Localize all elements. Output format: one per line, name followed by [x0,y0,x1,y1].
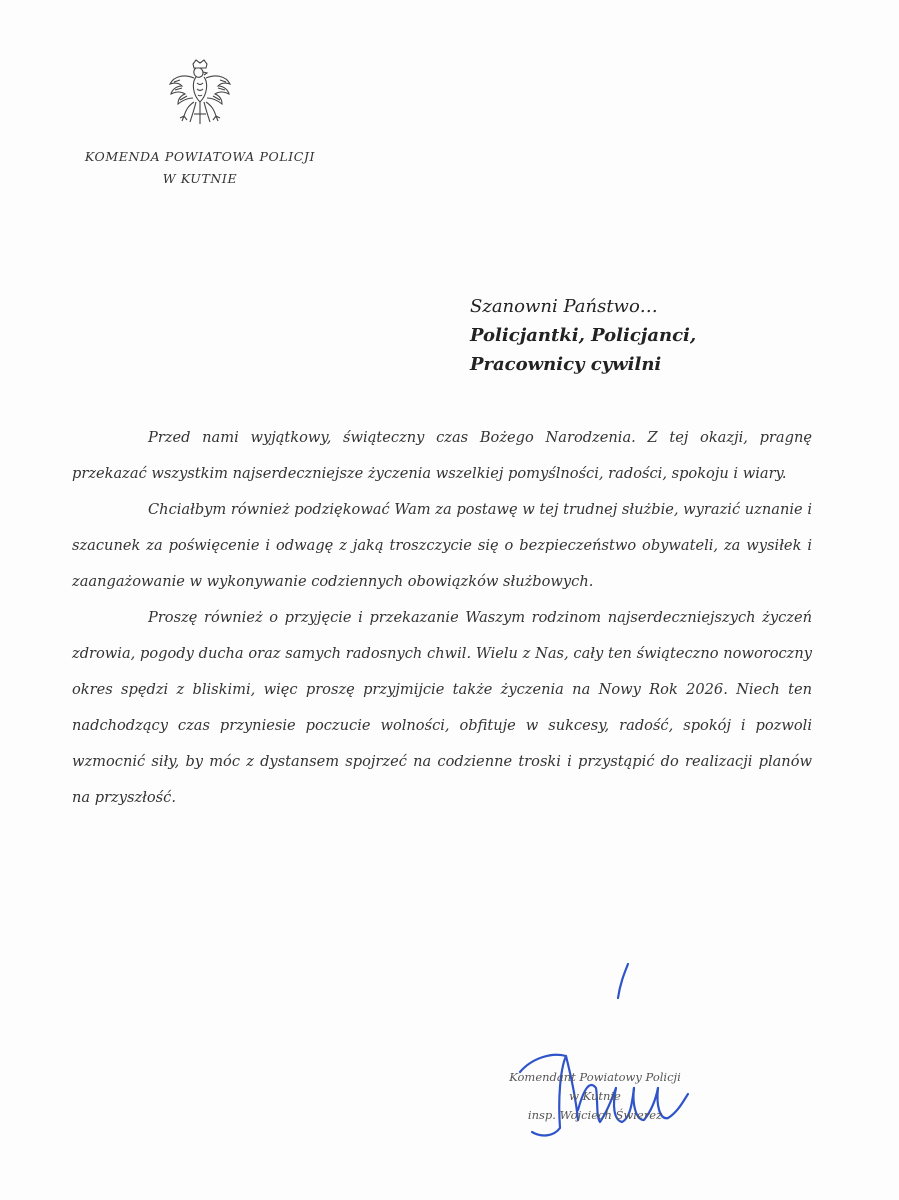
letter-body [72,420,812,816]
salutation-line1: Szanowni Państwo… [470,296,658,317]
signatory-name: insp. Wojciech Świerez [527,1108,663,1122]
organization-name-line1: KOMENDA POWIATOWA POLICJI [84,149,316,164]
signatory-block [470,1068,720,1125]
paragraph: Przed nami wyjątkowy, świąteczny czas Bożego Narodzenia. Z tej okazji, pragnę przekazać wszystkim najserdeczniejsze życzenia wszelkiej pomyślności, radości, spokoju i wiary. [72,429,812,482]
salutation [470,292,870,379]
signatory-location: w Kutnie [569,1089,621,1103]
organization-name [40,146,360,190]
salutation-line2: Policjantki, Policjanci, [470,325,697,346]
paragraph: Chciałbym również podziękować Wam za postawę w tej trudnej służbie, wyrazić uznanie i szacunek za poświęcenie i odwagę z jaką troszczycie się o bezpieczeństwo obywateli, za wysiłek i zaangażowanie w wykonywanie codziennych obowiązków służbowych. [72,501,812,590]
salutation-line3: Pracownicy cywilni [470,354,662,375]
polish-eagle-emblem-icon [166,58,234,130]
handwritten-signature [480,960,710,1160]
paragraph: Proszę również o przyjęcie i przekazanie Waszym rodzinom najserdeczniejszych życzeń zdrowia, pogody ducha oraz samych radosnych chwil. Wielu z Nas, cały ten świąteczno noworoczny okres spędzi z bliskimi, więc proszę przyjmijcie także życzenia na Nowy Rok 2026. Niech ten nadchodzący czas przyniesie poczucie wolności, obfituje w sukcesy, radość, spokój i pozwoli wzmocnić siły, by móc z dystansem spojrzeć na codzienne troski i przystąpić do realizacji planów na przyszłość. [72,609,812,806]
organization-name-line2: W KUTNIE [162,171,238,186]
signatory-title: Komendant Powiatowy Policji [509,1070,681,1084]
